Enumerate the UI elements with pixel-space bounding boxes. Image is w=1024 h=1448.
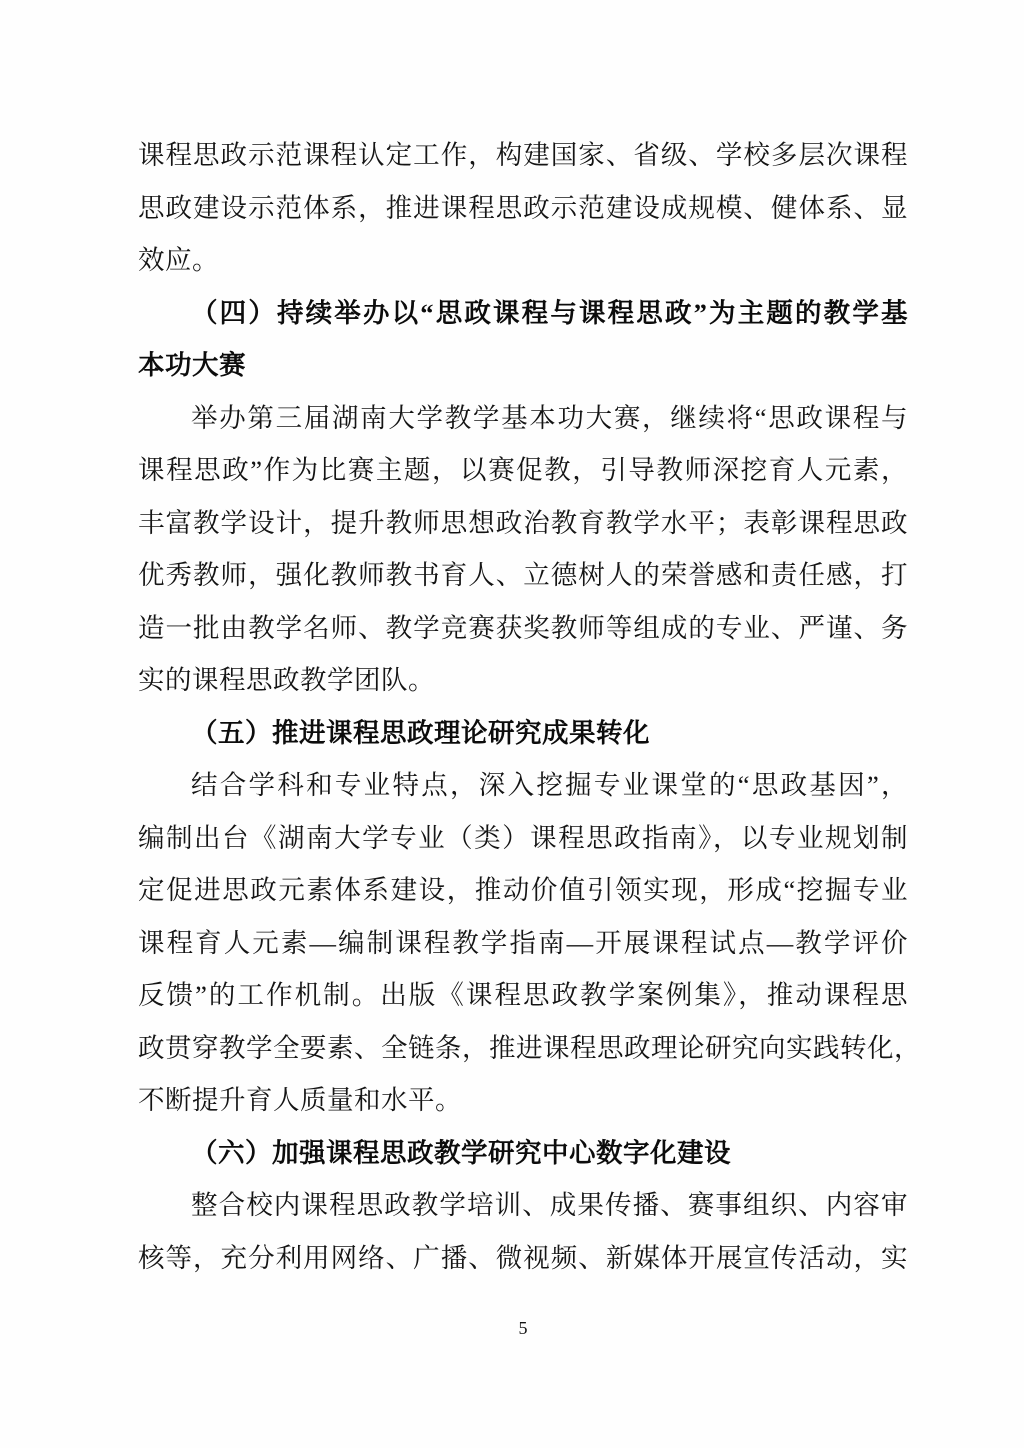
section-heading-4-line-2: 本功大赛 bbox=[138, 350, 246, 380]
text-line: 反馈”的工作机制。出版《课程思政教学案例集》，推动课程思 bbox=[138, 980, 908, 1010]
section-heading-4-line-1: （四）持续举办以“思政课程与课程思政”为主题的教学基 bbox=[191, 297, 908, 328]
text-line: 结合学科和专业特点，深入挖掘专业课堂的“思政基因”， bbox=[191, 770, 908, 800]
document-body bbox=[138, 129, 921, 1284]
page-number: 5 bbox=[518, 1318, 528, 1338]
section-heading-5: （五）推进课程思政理论研究成果转化 bbox=[191, 717, 650, 748]
text-line: 课程思政示范课程认定工作，构建国家、省级、学校多层次课程 bbox=[138, 140, 908, 170]
text-line: 实的课程思政教学团队。 bbox=[138, 665, 435, 695]
text-line: 核等，充分利用网络、广播、微视频、新媒体开展宣传活动，实 bbox=[138, 1242, 908, 1273]
text-line: 课程育人元素—编制课程教学指南—开展课程试点—教学评价 bbox=[138, 927, 908, 958]
page-footer bbox=[138, 1318, 908, 1339]
text-line: 整合校内课程思政教学培训、成果传播、赛事组织、内容审 bbox=[191, 1190, 908, 1220]
text-line: 不断提升育人质量和水平。 bbox=[138, 1085, 462, 1115]
text-line: 编制出台《湖南大学专业（类）课程思政指南》，以专业规划制 bbox=[138, 822, 908, 853]
text-line: 举办第三届湖南大学教学基本功大赛，继续将“思政课程与 bbox=[191, 402, 908, 433]
text-line: 优秀教师，强化教师教书育人、立德树人的荣誉感和责任感，打 bbox=[138, 560, 908, 590]
text-line: 丰富教学设计，提升教师思想政治教育教学水平；表彰课程思政 bbox=[138, 507, 908, 538]
text-line: 效应。 bbox=[138, 245, 219, 275]
text-line: 课程思政”作为比赛主题，以赛促教，引导教师深挖育人元素， bbox=[138, 455, 908, 485]
text-line: 定促进思政元素体系建设，推动价值引领实现，形成“挖掘专业 bbox=[138, 875, 908, 905]
text-line: 思政建设示范体系，推进课程思政示范建设成规模、健体系、显 bbox=[138, 192, 908, 223]
section-heading-6: （六）加强课程思政教学研究中心数字化建设 bbox=[191, 1137, 731, 1168]
text-line: 造一批由教学名师、教学竞赛获奖教师等组成的专业、严谨、务 bbox=[138, 612, 908, 643]
text-line: 政贯穿教学全要素、全链条，推进课程思政理论研究向实践转化， bbox=[138, 1032, 921, 1063]
